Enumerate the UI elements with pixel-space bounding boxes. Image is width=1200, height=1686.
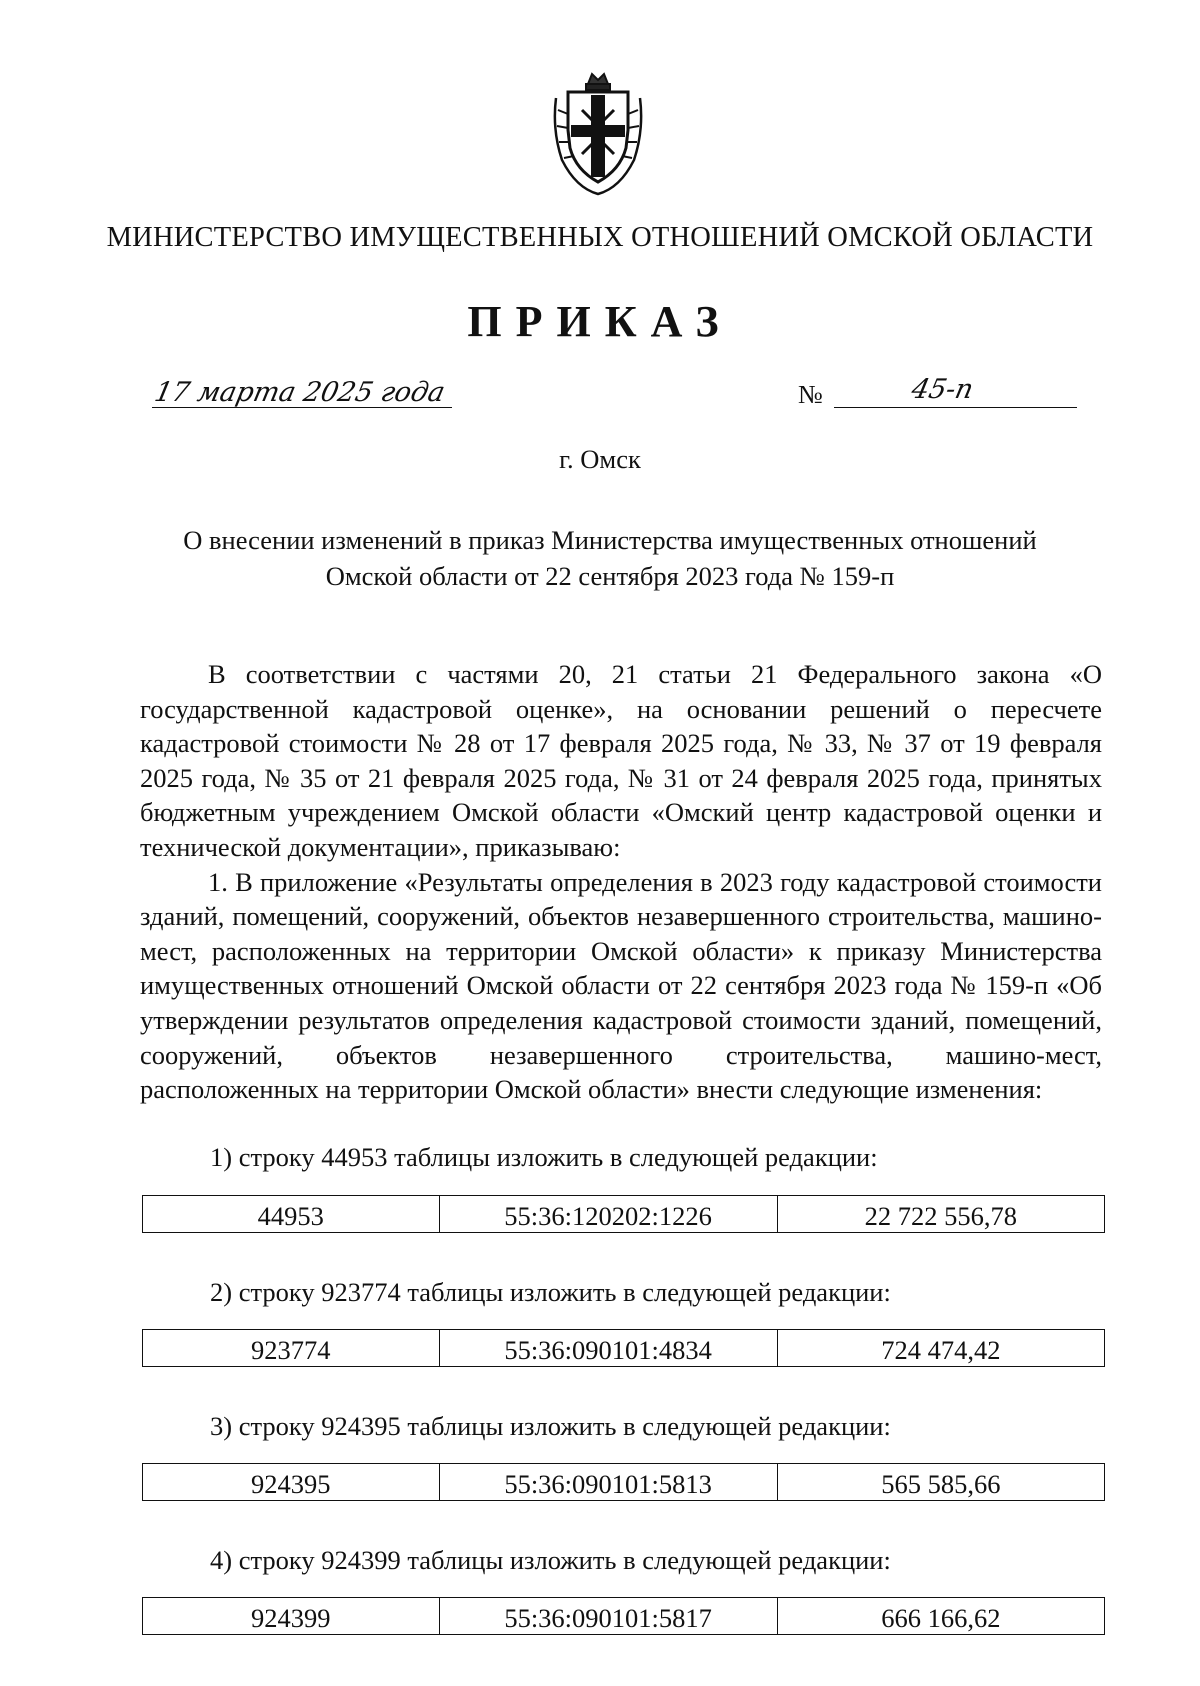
cadastral-value-cell: 565 585,66 (777, 1464, 1104, 1501)
row-number-cell: 44953 (143, 1196, 440, 1233)
cadastral-number-cell: 55:36:090101:5817 (439, 1598, 777, 1635)
change-item-4: 4) строку 924399 таблицы изложить в следующей редакции: (210, 1545, 891, 1575)
city: г. Омск (559, 444, 641, 474)
table-row (143, 1598, 1105, 1635)
cadastral-value-cell: 724 474,42 (777, 1330, 1104, 1367)
cadastral-number-cell: 55:36:120202:1226 (439, 1196, 777, 1233)
table-row (143, 1464, 1105, 1501)
cadastral-number-cell: 55:36:090101:4834 (439, 1330, 777, 1367)
cadastral-number-cell: 55:36:090101:5813 (439, 1464, 777, 1501)
row-number-cell: 924399 (143, 1598, 440, 1635)
row-number-cell: 923774 (143, 1330, 440, 1367)
cadastral-value-cell: 22 722 556,78 (777, 1196, 1104, 1233)
change-table-1 (142, 1195, 1105, 1233)
number-label: № (798, 380, 823, 409)
number-underline (834, 407, 1077, 408)
table-row (143, 1330, 1105, 1367)
row-number-cell: 924395 (143, 1464, 440, 1501)
ministry-name: МИНИСТЕРСТВО ИМУЩЕСТВЕННЫХ ОТНОШЕНИЙ ОМСКОЙ ОБЛАСТИ (106, 222, 1094, 253)
point-1-paragraph: 1. В приложение «Результаты определения в 2023 году кадастровой стоимости зданий, помещений, сооружений, объектов незавершенного строительства, машино-мест, расположенных на территории Омской области» к приказу Министерства имущественных отношений Омской области от 22 сентября 2023 года № 159-п «Об утверждении результатов определения кадастровой стоимости зданий, помещений, сооружений, объектов незавершенного строительства, машино-мест, расположенных на территории Омской области» внести следующие изменения: (140, 866, 1102, 1105)
change-item-3: 3) строку 924395 таблицы изложить в следующей редакции: (210, 1411, 891, 1441)
coat-of-arms-emblem (548, 70, 648, 200)
change-table-2 (142, 1329, 1105, 1367)
change-table-4 (142, 1597, 1105, 1635)
handwritten-number: 45-п (908, 374, 977, 405)
table-row (143, 1196, 1105, 1233)
change-item-1: 1) строку 44953 таблицы изложить в следующей редакции: (210, 1142, 878, 1172)
order-subject: О внесении изменений в приказ Министерства имущественных отношений Омской области от 22 сентября 2023 года № 159-п (183, 525, 1037, 591)
handwritten-date: 17 марта 2025 года (151, 377, 448, 408)
document-type-title: ПРИКАЗ (467, 297, 733, 346)
preamble-paragraph: В соответствии с частями 20, 21 статьи 21 Федерального закона «О государственной кадастровой оценке», на основании решений о пересчете кадастровой стоимости № 28 от 17 февраля 2025 года, № 33, № 37 от 19 февраля 2025 года, № 35 от 21 февраля 2025 года, № 31 от 24 февраля 2025 года, принятых бюджетным учреждением Омской области «Омский центр кадастровой оценки и технической документации», приказываю: (140, 659, 1102, 862)
order-body (140, 657, 1102, 1107)
date-underline (152, 407, 452, 408)
cadastral-value-cell: 666 166,62 (777, 1598, 1104, 1635)
change-item-2: 2) строку 923774 таблицы изложить в следующей редакции: (210, 1277, 891, 1307)
change-table-3 (142, 1463, 1105, 1501)
